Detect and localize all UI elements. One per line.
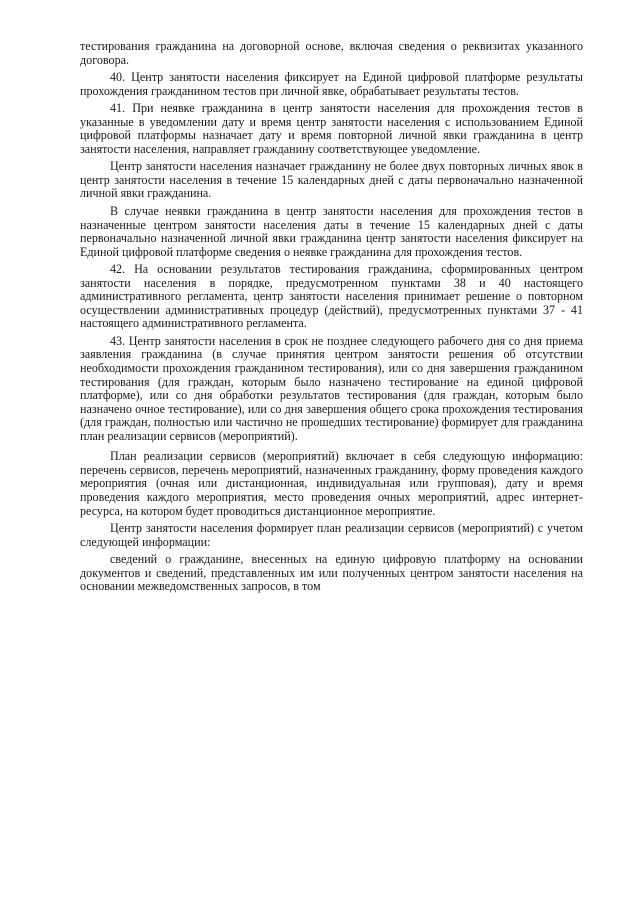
paragraph-item-40: 40. Центр занятости населения фиксирует на Единой цифровой платформе результаты прохождения гражданином тестов при личной явке, обрабатывает результаты тестов.	[80, 70, 583, 98]
paragraph-item-41: 41. При неявке гражданина в центр занятости населения для прохождения тестов в указанные в уведомлении дату и время центр занятости населения с использованием Единой цифровой платформы назначает дату и время повторной личной явки гражданина в центр занятости населения, направляет гражданину соответствующее уведомление.	[80, 101, 583, 156]
paragraph-no-show: В случае неявки гражданина в центр занятости населения для прохождения тестов в назначенные центром занятости населения даты в течение 15 календарных дней с даты первоначально назначенной личной явки гражданина центр занятости населения фиксирует на Единой цифровой платформе сведения о неявке гражданина для прохождения тестов.	[80, 204, 583, 259]
document-body	[80, 40, 583, 598]
paragraph-contract-details: тестирования гражданина на договорной основе, включая сведения о реквизитах указанного договора.	[80, 39, 583, 67]
paragraph-repeat-visits: Центр занятости населения назначает гражданину не более двух повторных личных явок в центр занятости населения в течение 15 календарных дней с даты первоначально назначенной личной явки гражданина.	[80, 159, 583, 201]
paragraph-citizen-info: сведений о гражданине, внесенных на единую цифровую платформу на основании документов и сведений, представленных им или полученных центром занятости населения на основании межведомственных запросов, в том	[80, 552, 583, 594]
paragraph-item-42: 42. На основании результатов тестирования гражданина, сформированных центром занятости населения в порядке, предусмотренном пунктами 38 и 40 настоящего административного регламента, центр занятости населения принимает решение о повторном осуществлении административных процедур (действий), предусмотренных пунктами 37 - 41 настоящего административного регламента.	[80, 262, 583, 331]
paragraph-plan-formation: Центр занятости населения формирует план реализации сервисов (мероприятий) с учетом следующей информации:	[80, 521, 583, 549]
paragraph-item-43: 43. Центр занятости населения в срок не позднее следующего рабочего дня со дня приема заявления гражданина (в случае принятия центром занятости решения об отсутствии необходимости прохождения гражданином тестирования), или со дня завершения гражданином тестирования (для граждан, которым было назначено тестирование на единой цифровой платформе), или со дня обработки результатов тестирования (для граждан, которым было назначено очное тестирование), или со дня завершения общего срока прохождения тестирования (для граждан, полностью или частично не прошедших тестирование) формирует для гражданина план реализации сервисов (мероприятий).	[80, 333, 583, 443]
paragraph-plan-contents: План реализации сервисов (мероприятий) включает в себя следующую информацию: перечень сервисов, перечень мероприятий, назначенных гражданину, форму проведения каждого мероприятия (очная или дистанционная, индивидуальная или групповая), дату и время проведения каждого мероприятия, место проведения очных мероприятий, адрес интернет-ресурса, на котором будет проводиться дистанционное мероприятие.	[80, 449, 583, 518]
